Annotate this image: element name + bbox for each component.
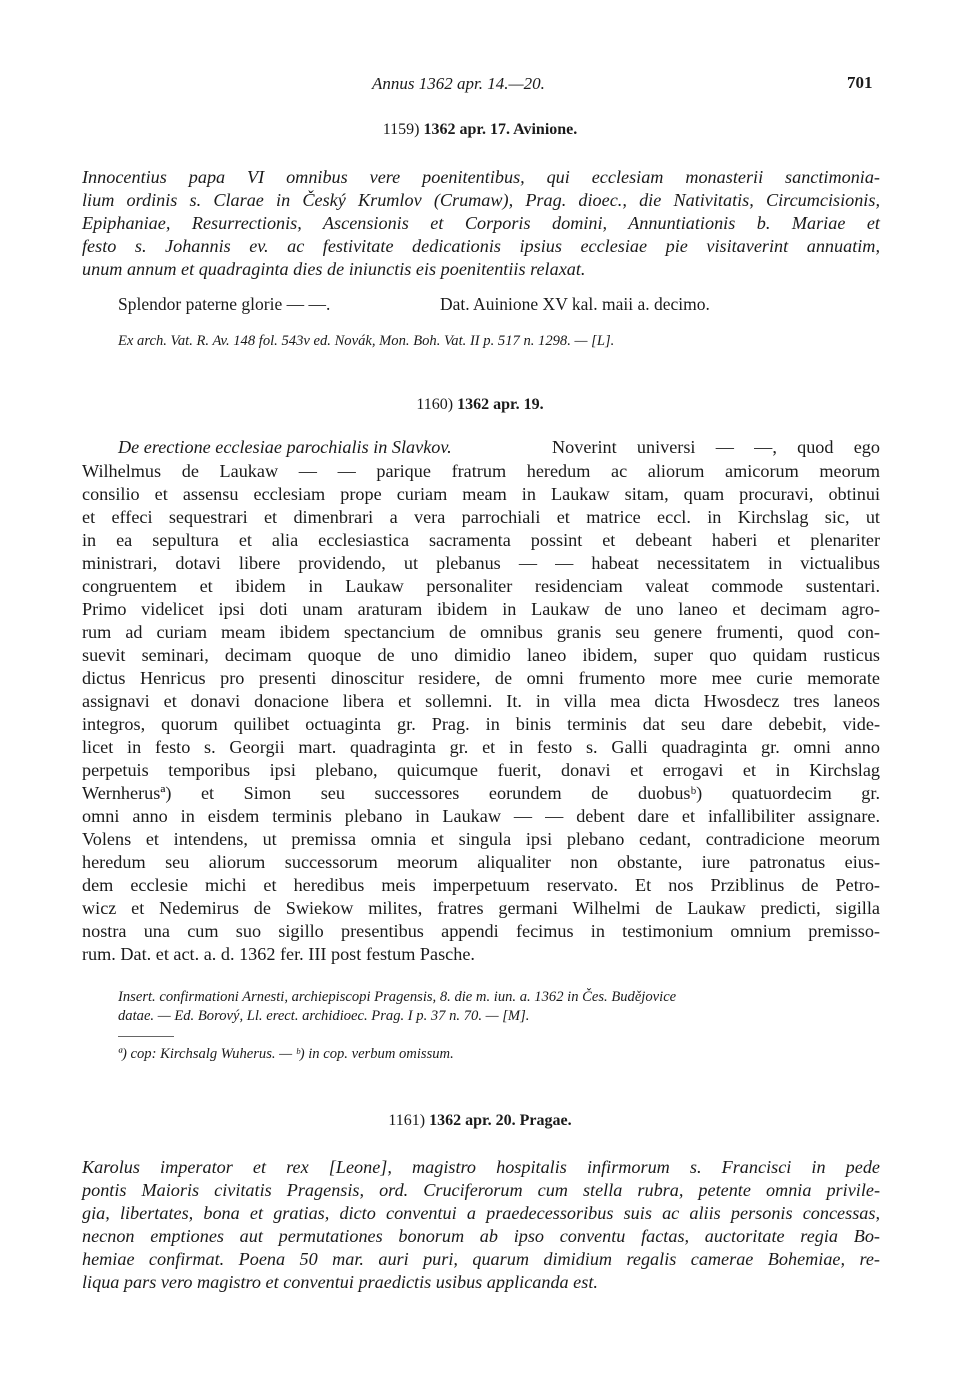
source-line: Insert. confirmationi Arnesti, archiepiscopi Pragensis, 8. die m. iun. a. 1362 in Čes. Budějovice <box>118 989 677 1005</box>
body-first-line: Noverint universi — —, quod ego <box>552 437 880 457</box>
body-line: Wernherusª) et Simon seu successores eorundem de duobusᵇ) quatuordecim gr. <box>82 783 880 803</box>
entry-heading-1159 <box>0 121 960 139</box>
body-line: omni anno in eisdem terminis plebano in Laukaw — — debent dare et infallibiliter assignare. <box>82 806 880 826</box>
source-1160 <box>118 988 880 1026</box>
body-line: wicz et Nedemirus de Swiekow milites, fratres germani Wilhelmi de Laukaw predicti, sigilla <box>82 898 880 918</box>
body-line: congruentem et ibidem in Laukaw personaliter residenciam valeat commode sustentari. <box>82 576 880 596</box>
body-line: integros, quorum quilibet octuaginta gr. Prag. in binis terminis dat seu dare debebit, vide- <box>82 714 880 734</box>
body-line: licet in festo s. Georgii mart. quadraginta gr. et in festo s. Galli quadraginta gr. omni anno <box>82 737 880 757</box>
body-line: Wilhelmus de Laukaw — — parique fratrum heredum ac aliorum amicorum meorum <box>82 461 880 481</box>
body-line: dictus Henricus pro presenti dinoscitur residere, de omni frumento more mee curie memorate <box>82 668 880 688</box>
body-line: rum. Dat. et act. a. d. 1362 fer. III post festum Pasche. <box>82 944 475 964</box>
source-line: Ex arch. Vat. R. Av. 148 fol. 543v ed. Novák, Mon. Boh. Vat. II p. 517 n. 1298. — [L]. <box>118 333 615 349</box>
footnote-rule <box>118 1036 174 1037</box>
regest-1161 <box>82 1156 880 1294</box>
body-line: assignavi et donavi donacione libera et sollemni. It. in villa mea dicta Hwosdecz tres laneos <box>82 691 880 711</box>
body-line: in ea sepultura et alia ecclesiastica sacramenta possint et debeant haberi et plenariter <box>82 530 880 550</box>
entry-number: 1161) <box>388 1112 426 1129</box>
body-line: heredum seu aliorum successorum meorum aliqualiter non obstante, iure patronatus eius- <box>82 852 880 872</box>
regest-line: Epiphaniae, Resurrectionis, Ascensionis et Corporis domini, Annuntiationis b. Mariae et <box>82 213 880 233</box>
entry-title-1160: De erectione ecclesiae parochialis in Slavkov. <box>118 437 452 457</box>
running-header: Annus 1362 apr. 14.—20. <box>372 74 545 93</box>
body-line: et effeci sequestrari et dimenbrari a vera parrochiali et matrice eccl. in Kirchslag sic, ut <box>82 507 880 527</box>
entry-number: 1160) <box>416 396 454 413</box>
regest-line: Karolus imperator et rex [Leone], magistro hospitalis infirmorum s. Francisci in pede <box>82 1157 880 1177</box>
body-line: nostra una cum suo sigillo presentibus appendi fecimus in testimonium omnium premisso- <box>82 921 880 941</box>
entry-date: 1362 apr. 19. <box>457 396 544 413</box>
footnote-1160 <box>118 1045 880 1064</box>
body-1160 <box>82 460 880 966</box>
source-line: datae. — Ed. Borový, Ll. erect. archidioec. Prag. I p. 37 n. 70. — [M]. <box>118 1008 530 1024</box>
body-line: Volens et intendens, ut premissa omnia et singula ipsi plebano cedant, contradicione meorum <box>82 829 880 849</box>
body-line: consilio et assensu ecclesiam prope curiam meam in Laukaw sitam, quam procuravi, obtinui <box>82 484 880 504</box>
body-line: Primo videlicet ipsi doti unam araturam ibidem in Laukaw de uno laneo et decimam agro- <box>82 599 880 619</box>
regest-line: Innocentius papa VI omnibus vere poenitentibus, qui ecclesiam monasterii sanctimonia- <box>82 167 880 187</box>
page-number: 701 <box>847 73 873 92</box>
footnote-line: ª) cop: Kirchsalg Wuherus. — ᵇ) in cop. verbum omissum. <box>118 1046 454 1062</box>
regest-line: unum annum et quadraginta dies de iniunctis eis poenitentiis relaxat. <box>82 259 586 279</box>
regest-line: festo s. Johannis ev. ac festivitate dedicationis ipsius ecclesiae pie visitaverint annuatim, <box>82 236 880 256</box>
source-1159 <box>118 332 880 351</box>
entry-date: 1362 apr. 20. Pragae. <box>429 1112 572 1129</box>
incipit-1159: Splendor paterne glorie — —. <box>118 294 331 314</box>
body-line: perpetuis temporibus ipsi plebano, quicumque fuerit, donavi et errogavi et in Kirchslag <box>82 760 880 780</box>
entry-date: 1362 apr. 17. Avinione. <box>423 121 578 138</box>
regest-line: pontis Maioris civitatis Pragensis, ord. Cruciferorum cum stella rubra, petente omnia privile- <box>82 1180 880 1200</box>
body-line: rum ad curiam meam ibidem spectancium de omnibus granis seu genere frumenti, quod con- <box>82 622 880 642</box>
body-line: ministrari, dotavi libere providendo, ut plebanus — — habeat necessitatem in victualibus <box>82 553 880 573</box>
regest-line: liqua pars vero magistro et conventui praedictis usibus applicanda est. <box>82 1272 598 1292</box>
regest-line: hemiae confirmat. Poena 50 mar. auri puri, quarum dimidium regalis camerae Bohemiae, re- <box>82 1249 880 1269</box>
body-line: dem ecclesie michi et heredibus meis imperpetuum reservato. Et nos Prziblinus de Petro- <box>82 875 880 895</box>
regest-line: gia, libertates, bona et gratias, dicto conventui a praedecessoribus suis ac aliis personis concessas, <box>82 1203 880 1223</box>
regest-1159 <box>82 166 880 281</box>
body-line: suevit seminari, decimam quoque de uno dimidio laneo ibidem, super quo quidam rusticus <box>82 645 880 665</box>
entry-heading-1160 <box>0 396 960 414</box>
regest-line: necnon emptiones aut permutationes bonorum ab ipso conventu factas, auctoritate regia Bo- <box>82 1226 880 1246</box>
regest-line: lium ordinis s. Clarae in Český Krumlov (Crumaw), Prag. dioec., die Nativitatis, Circumcisionis, <box>82 190 880 210</box>
entry-number: 1159) <box>382 121 420 138</box>
entry-heading-1161 <box>0 1112 960 1130</box>
dating-1159: Dat. Auinione XV kal. maii a. decimo. <box>440 294 710 314</box>
